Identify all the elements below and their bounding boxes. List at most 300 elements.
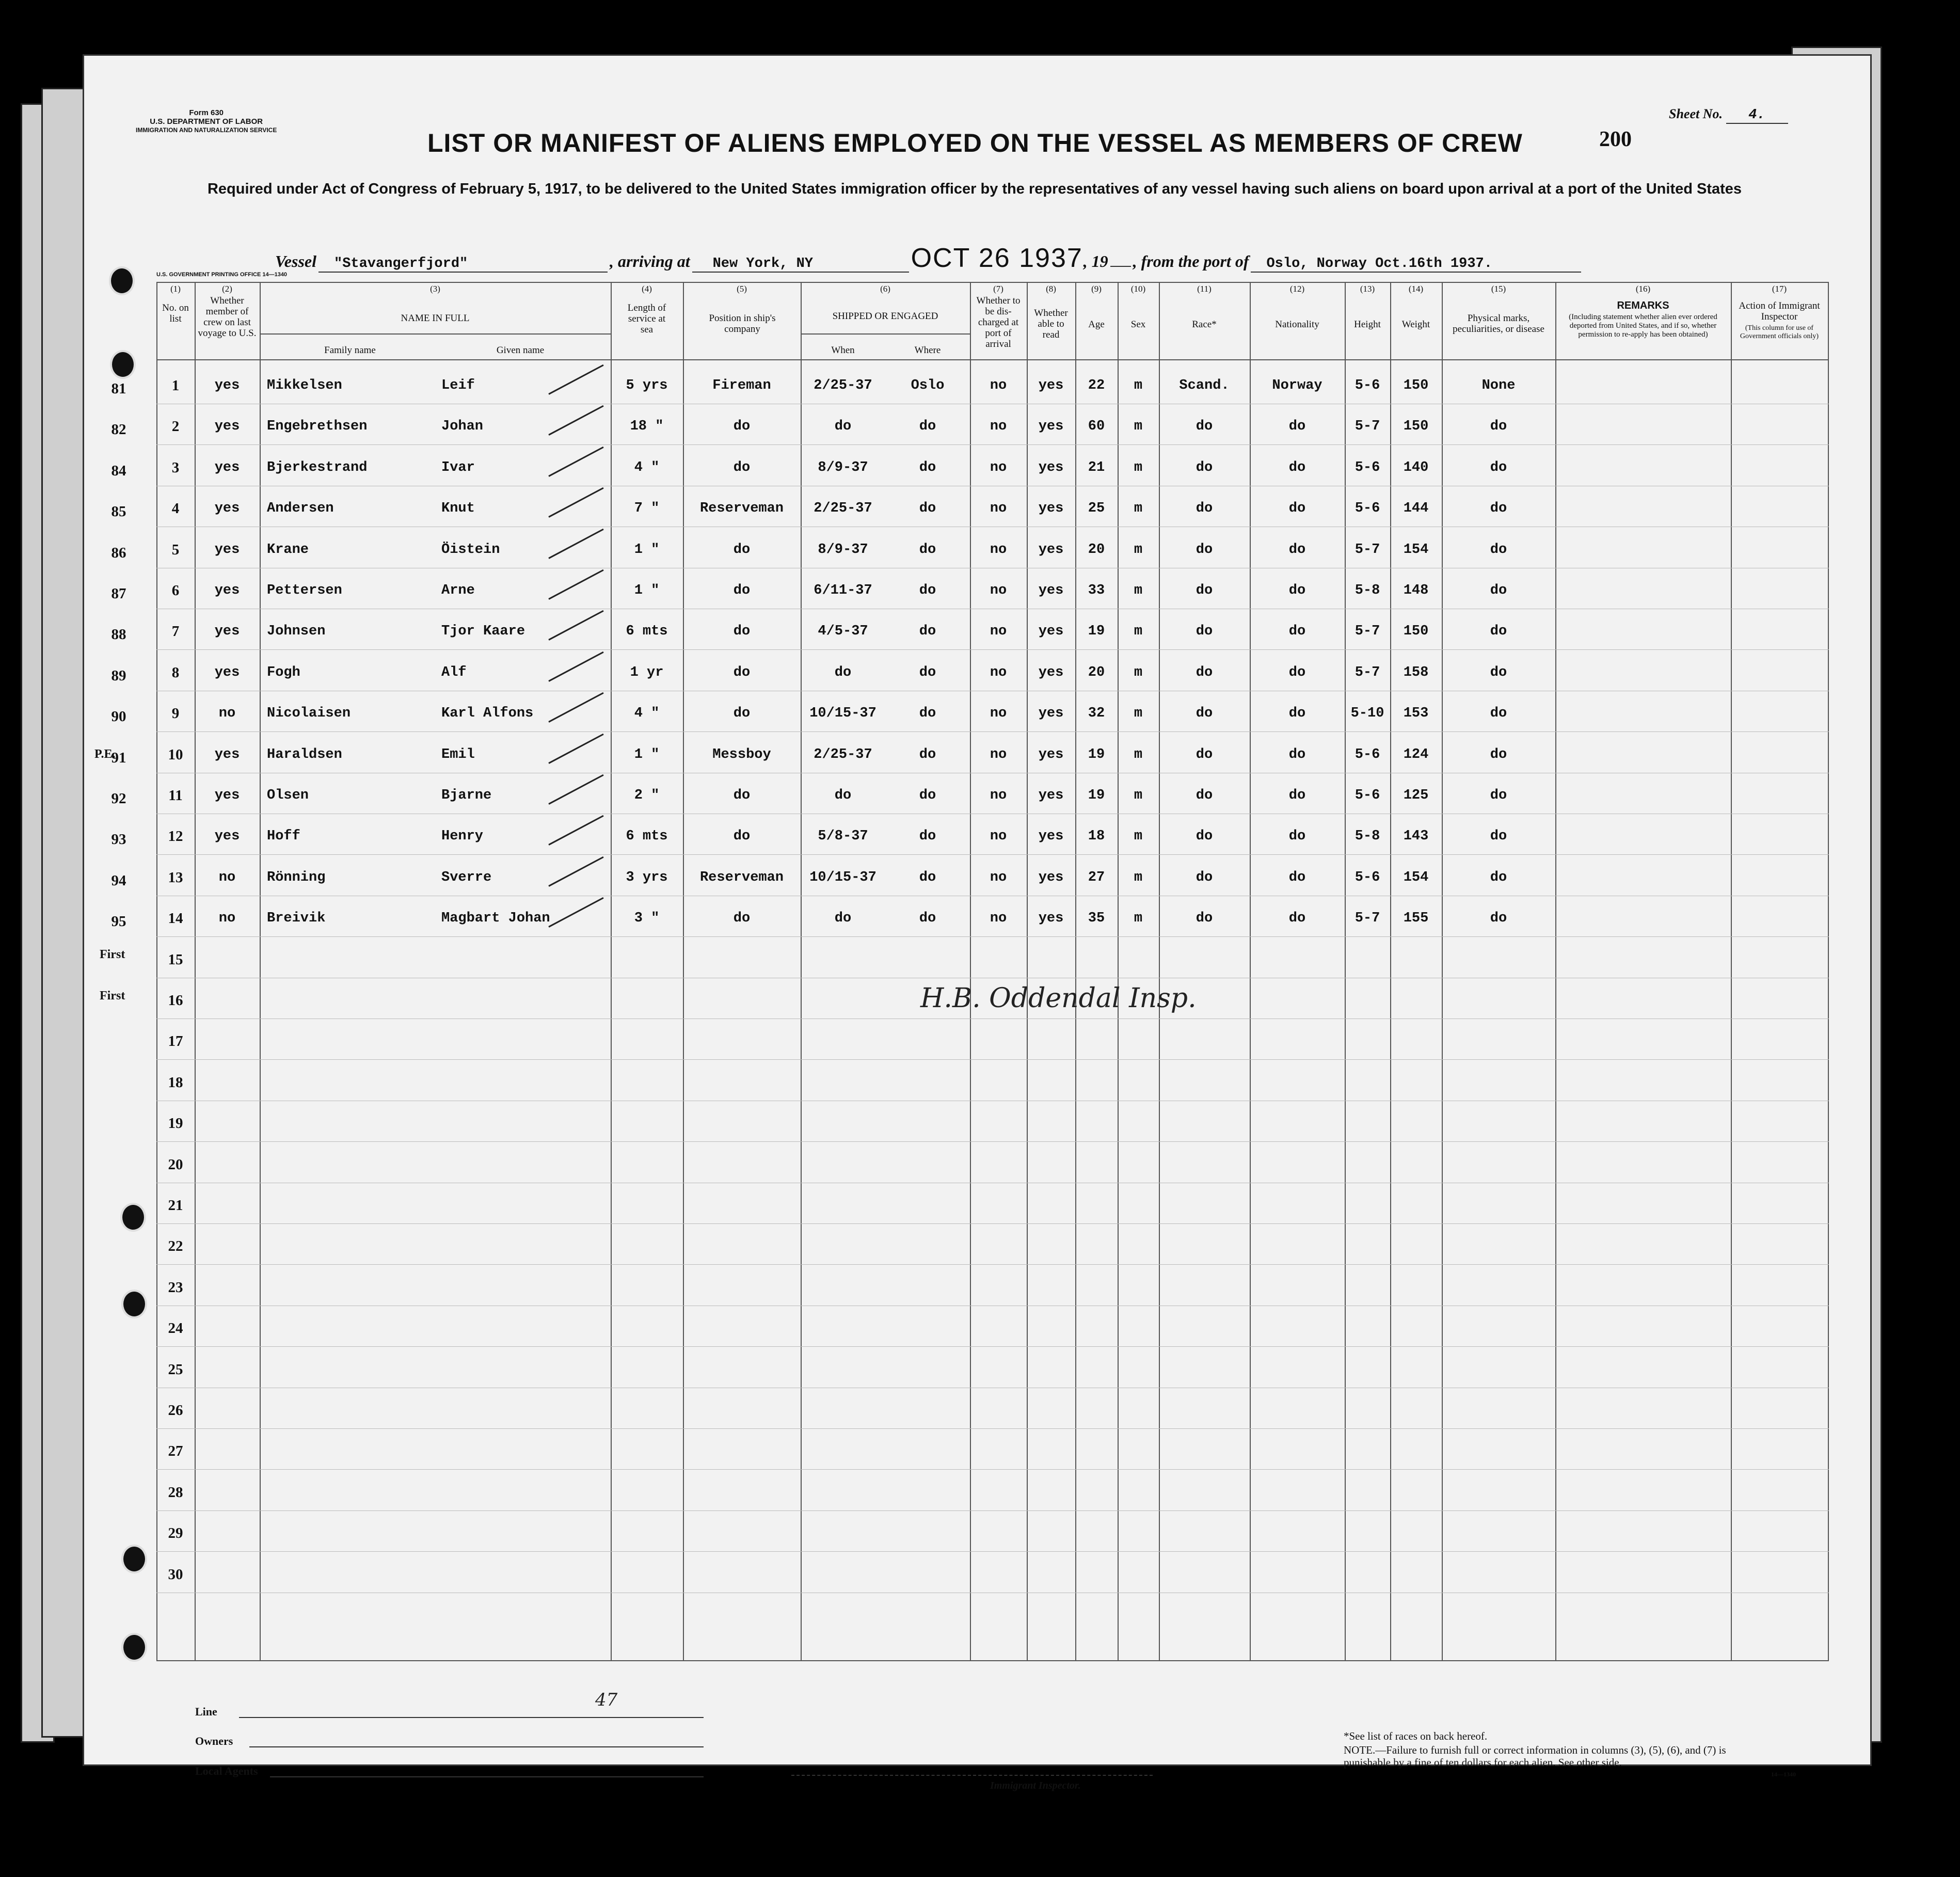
cell-read: yes — [1038, 706, 1064, 722]
col-13-number: (13) — [1360, 284, 1375, 294]
margin-number: 86 — [111, 544, 126, 561]
cell-no: 5 — [171, 541, 180, 558]
margin-number: 82 — [111, 421, 126, 438]
cell-sex: m — [1134, 664, 1143, 680]
cell-weight: 144 — [1403, 501, 1429, 517]
cell-given: Emil — [441, 746, 475, 762]
binder-hole — [110, 350, 136, 379]
cell-nationality: Norway — [1272, 378, 1322, 393]
cell-race: Scand. — [1179, 378, 1230, 393]
cell-given: Tjor Kaare — [441, 624, 525, 640]
cell-when: 10/15-37 — [809, 869, 877, 885]
cell-discharged: no — [990, 746, 1007, 762]
cell-given: Karl Alfons — [441, 706, 534, 722]
margin-number: 81 — [111, 380, 126, 397]
cell-marks: do — [1490, 706, 1507, 722]
cell-where: do — [919, 746, 936, 762]
cell-where: Oslo — [911, 378, 945, 393]
cell-nationality: do — [1288, 664, 1306, 680]
cell-read: yes — [1038, 624, 1064, 640]
cell-race: do — [1196, 829, 1213, 845]
cell-race: do — [1196, 869, 1213, 885]
margin-number: 90 — [111, 708, 126, 725]
cell-weight: 150 — [1403, 624, 1429, 640]
cell-discharged: no — [990, 542, 1007, 558]
col-17-number: (17) — [1772, 284, 1787, 294]
cell-race: do — [1196, 788, 1213, 803]
empty-line-number: 15 — [168, 951, 183, 968]
cell-position: Reserveman — [699, 869, 784, 885]
cell-no: 7 — [171, 623, 180, 640]
cell-age: 21 — [1088, 459, 1105, 475]
cell-service: 5 yrs — [626, 378, 668, 393]
cell-family: Andersen — [267, 501, 334, 517]
cell-race: do — [1196, 583, 1213, 598]
cell-where: do — [919, 869, 936, 885]
cell-when: 4/5-37 — [818, 624, 868, 640]
empty-line-number: 22 — [168, 1238, 183, 1255]
year-label: , 19 — [1083, 252, 1108, 271]
cell-when: 2/25-37 — [814, 501, 872, 517]
col-2-number: (2) — [222, 284, 232, 294]
cell-discharged: no — [990, 501, 1007, 517]
cell-nationality: do — [1288, 788, 1306, 803]
cell-discharged: no — [990, 869, 1007, 885]
cell-family: Olsen — [267, 788, 309, 803]
cell-sex: m — [1134, 624, 1143, 640]
cell-last: yes — [214, 419, 240, 435]
cell-discharged: no — [990, 664, 1007, 680]
cell-no: 8 — [171, 664, 180, 681]
cell-weight: 148 — [1403, 583, 1429, 598]
cell-where: do — [919, 583, 936, 598]
cell-read: yes — [1038, 829, 1064, 845]
cell-read: yes — [1038, 788, 1064, 803]
binder-hole — [109, 266, 135, 295]
cell-nationality: do — [1288, 911, 1306, 927]
cell-no: 13 — [168, 869, 183, 886]
cell-nationality: do — [1288, 542, 1306, 558]
cell-height: 5-7 — [1355, 664, 1380, 680]
cell-read: yes — [1038, 501, 1064, 517]
cell-weight: 153 — [1403, 706, 1429, 722]
cell-given: Magbart Johan — [441, 911, 550, 927]
cell-given: Sverre — [441, 869, 492, 885]
cell-read: yes — [1038, 378, 1064, 393]
cell-read: yes — [1038, 746, 1064, 762]
cell-race: do — [1196, 664, 1213, 680]
cell-height: 5-7 — [1355, 419, 1380, 435]
cell-marks: do — [1490, 459, 1507, 475]
manifest-sheet — [83, 54, 1872, 1791]
margin-number: 85 — [111, 503, 126, 520]
cell-where: do — [919, 664, 936, 680]
empty-line-number: 26 — [168, 1402, 183, 1419]
sheet-number-label: Sheet No. — [1669, 106, 1723, 121]
empty-line-number: 20 — [168, 1156, 183, 1173]
empty-line-number: 21 — [168, 1197, 183, 1214]
empty-line-number: 18 — [168, 1074, 183, 1091]
col-12-number: (12) — [1289, 284, 1305, 294]
margin-number: 94 — [111, 872, 126, 889]
cell-where: do — [919, 624, 936, 640]
binder-hole — [121, 1290, 147, 1318]
cell-family: Rönning — [267, 869, 326, 885]
col-1-header: No. on list — [162, 303, 189, 324]
form-header — [136, 108, 277, 135]
cell-no: 10 — [168, 746, 183, 763]
cell-family: Hoff — [267, 829, 300, 845]
cell-given: Bjarne — [441, 788, 492, 803]
cell-discharged: no — [990, 459, 1007, 475]
cell-height: 5-7 — [1355, 542, 1380, 558]
page-subtitle: Required under Act of Congress of February 5, 1917, to be delivered to the United States immigration officer by the representatives of any vessel having such aliens on board upon arrival at a port of the United States — [207, 181, 1742, 197]
cell-weight: 140 — [1403, 459, 1429, 475]
cell-read: yes — [1038, 419, 1064, 435]
vessel-line — [275, 243, 1581, 273]
cell-last: yes — [214, 501, 240, 517]
cell-nationality: do — [1288, 869, 1306, 885]
cell-height: 5-6 — [1355, 378, 1380, 393]
cell-age: 20 — [1088, 664, 1105, 680]
cell-given: Arne — [441, 583, 475, 598]
cell-weight: 158 — [1403, 664, 1429, 680]
cell-no: 2 — [171, 418, 180, 435]
col-1-number: (1) — [170, 284, 181, 294]
col-10-header: Sex — [1130, 319, 1146, 330]
cell-age: 19 — [1088, 746, 1105, 762]
cell-height: 5-6 — [1355, 746, 1380, 762]
cell-position: do — [733, 419, 751, 435]
margin-number: 88 — [111, 626, 126, 643]
cell-height: 5-8 — [1355, 829, 1380, 845]
cell-read: yes — [1038, 911, 1064, 927]
vessel-label: Vessel — [275, 252, 316, 271]
cell-when: 2/25-37 — [814, 378, 872, 393]
cell-weight: 143 — [1403, 829, 1429, 845]
cell-marks: do — [1490, 746, 1507, 762]
cell-sex: m — [1134, 869, 1143, 885]
col-4-number: (4) — [642, 284, 652, 294]
cell-marks: do — [1490, 624, 1507, 640]
cell-last: yes — [214, 583, 240, 598]
cell-when: 5/8-37 — [818, 829, 868, 845]
inspector-signature: H.B. Oddendal Insp. — [920, 983, 1197, 1014]
cell-race: do — [1196, 706, 1213, 722]
cell-discharged: no — [990, 911, 1007, 927]
cell-no: 14 — [168, 910, 183, 927]
col-16-number: (16) — [1635, 284, 1651, 294]
col-3-given-header: Given name — [496, 345, 545, 356]
col-2-header: Whether member of crew on last voyage to U.S. — [198, 295, 257, 339]
cell-age: 18 — [1088, 829, 1105, 845]
cell-age: 33 — [1088, 583, 1105, 598]
cell-service: 3 " — [634, 911, 660, 927]
cell-position: do — [733, 911, 751, 927]
page-title: LIST OR MANIFEST OF ALIENS EMPLOYED ON THE VESSEL AS MEMBERS OF CREW — [427, 129, 1523, 157]
cell-position: Reserveman — [699, 501, 784, 517]
col-4-header: Length of service at sea — [627, 303, 666, 335]
cell-family: Pettersen — [267, 583, 342, 598]
cell-when: 2/25-37 — [814, 746, 872, 762]
col-7-number: (7) — [993, 284, 1003, 294]
empty-line-number: 19 — [168, 1115, 183, 1132]
cell-where: do — [919, 459, 936, 475]
empty-line-number: 25 — [168, 1361, 183, 1378]
cell-age: 25 — [1088, 501, 1105, 517]
cell-given: Johan — [441, 419, 484, 435]
margin-number: 89 — [111, 667, 126, 684]
binder-hole — [121, 1545, 147, 1573]
col-17-note: (This column for use of Government officials only) — [1740, 324, 1819, 340]
cell-marks: do — [1490, 419, 1507, 435]
cell-given: Öistein — [441, 542, 500, 558]
immigrant-inspector-label: Immigrant Inspector. — [990, 1780, 1081, 1791]
cell-family: Fogh — [267, 664, 300, 680]
cell-read: yes — [1038, 664, 1064, 680]
margin-number: 84 — [111, 462, 126, 479]
cell-marks: do — [1490, 869, 1507, 885]
department: U.S. DEPARTMENT OF LABOR — [150, 117, 263, 126]
cell-given: Knut — [441, 501, 475, 517]
cell-age: 20 — [1088, 542, 1105, 558]
cell-sex: m — [1134, 583, 1143, 598]
cell-when: 6/11-37 — [814, 583, 872, 598]
col-6-header: SHIPPED OR ENGAGED — [832, 311, 938, 322]
col-15-header: Physical marks, peculiarities, or disease — [1453, 313, 1544, 335]
cell-marks: do — [1490, 788, 1507, 803]
cell-age: 19 — [1088, 788, 1105, 803]
cell-service: 1 yr — [630, 664, 664, 680]
col-8-number: (8) — [1046, 284, 1056, 294]
footer-line-label: Line — [195, 1705, 217, 1718]
cell-nationality: do — [1288, 419, 1306, 435]
margin-number: 91 — [111, 749, 126, 766]
cell-discharged: no — [990, 378, 1007, 393]
cell-last: yes — [214, 829, 240, 845]
cell-race: do — [1196, 542, 1213, 558]
service-name: IMMIGRATION AND NATURALIZATION SERVICE — [136, 126, 277, 134]
cell-position: do — [733, 829, 751, 845]
cell-when: 8/9-37 — [818, 542, 868, 558]
cell-where: do — [919, 419, 936, 435]
cell-no: 6 — [171, 582, 180, 599]
cell-height: 5-6 — [1355, 788, 1380, 803]
margin-number: 95 — [111, 913, 126, 930]
cell-no: 9 — [171, 705, 180, 722]
fine-note: NOTE.—Failure to furnish full or correct information in columns (3), (5), (6), and (7) is punishable by a fine of ten dollars for each alien. See other side. — [1344, 1744, 1726, 1769]
vessel-name: "Stavangerfjord" — [318, 256, 608, 273]
cell-service: 3 yrs — [626, 869, 668, 885]
empty-line-number: 16 — [168, 992, 183, 1009]
cell-no: 12 — [168, 828, 183, 845]
page-mark: 47 — [595, 1690, 618, 1710]
cell-marks: do — [1490, 829, 1507, 845]
cell-marks: do — [1490, 542, 1507, 558]
cell-position: do — [733, 542, 751, 558]
cell-family: Engebrethsen — [267, 419, 368, 435]
cell-read: yes — [1038, 869, 1064, 885]
cell-race: do — [1196, 419, 1213, 435]
cell-when: do — [834, 911, 852, 927]
col-7-header: Whether to be dis-charged at port of arrival — [976, 295, 1021, 349]
cell-no: 1 — [171, 377, 180, 394]
cell-height: 5-8 — [1355, 583, 1380, 598]
cell-position: do — [733, 624, 751, 640]
col-14-number: (14) — [1408, 284, 1424, 294]
col-5-number: (5) — [737, 284, 747, 294]
cell-position: do — [733, 459, 751, 475]
cell-no: 3 — [171, 459, 180, 476]
cell-weight: 150 — [1403, 419, 1429, 435]
cell-when: 8/9-37 — [818, 459, 868, 475]
cell-no: 11 — [168, 787, 183, 804]
cell-marks: do — [1490, 664, 1507, 680]
races-note: *See list of races on back hereof. — [1344, 1730, 1488, 1742]
cell-service: 2 " — [634, 788, 660, 803]
cell-family: Haraldsen — [267, 746, 342, 762]
arrival-date-stamp: OCT 26 1937 — [911, 243, 1083, 273]
cell-last: no — [218, 706, 236, 722]
form-number: Form 630 — [189, 108, 224, 117]
cell-weight: 125 — [1403, 788, 1429, 803]
cell-service: 18 " — [630, 419, 664, 435]
cell-discharged: no — [990, 419, 1007, 435]
cell-read: yes — [1038, 459, 1064, 475]
margin-number: 87 — [111, 585, 126, 602]
col-16-header: REMARKS — [1617, 300, 1669, 311]
cell-weight: 155 — [1403, 911, 1429, 927]
footer-agents-label: Local Agents — [195, 1764, 258, 1777]
empty-line-number: 23 — [168, 1279, 183, 1296]
from-label: , from the port of — [1133, 252, 1249, 271]
cell-given: Alf — [441, 664, 467, 680]
cell-nationality: do — [1288, 459, 1306, 475]
cell-height: 5-7 — [1355, 911, 1380, 927]
cell-weight: 154 — [1403, 869, 1429, 885]
sheet-number — [1669, 106, 1788, 124]
cell-family: Bjerkestrand — [267, 459, 368, 475]
col-8-header: Whether able to read — [1034, 308, 1068, 340]
cell-age: 60 — [1088, 419, 1105, 435]
footer-owners-label: Owners — [195, 1735, 233, 1747]
cell-position: do — [733, 583, 751, 598]
cell-marks: do — [1490, 501, 1507, 517]
cell-sex: m — [1134, 419, 1143, 435]
cell-discharged: no — [990, 706, 1007, 722]
col-10-number: (10) — [1130, 284, 1146, 294]
cell-nationality: do — [1288, 624, 1306, 640]
cell-race: do — [1196, 459, 1213, 475]
cell-position: Messboy — [712, 746, 771, 762]
cell-no: 4 — [171, 500, 180, 517]
cell-where: do — [919, 501, 936, 517]
cell-position: Fireman — [712, 378, 771, 393]
cell-read: yes — [1038, 542, 1064, 558]
col-13-header: Height — [1354, 319, 1381, 330]
empty-line-number: 28 — [168, 1484, 183, 1501]
cell-read: yes — [1038, 583, 1064, 598]
empty-line-number: 27 — [168, 1443, 183, 1460]
cell-family: Nicolaisen — [267, 706, 351, 722]
stamp-number: 200 — [1599, 128, 1632, 151]
cell-sex: m — [1134, 378, 1143, 393]
cell-when: 10/15-37 — [809, 706, 877, 722]
cell-sex: m — [1134, 542, 1143, 558]
col-11-number: (11) — [1197, 284, 1212, 294]
cell-race: do — [1196, 746, 1213, 762]
col-6-when-header: When — [831, 345, 855, 356]
cell-height: 5-10 — [1350, 706, 1384, 722]
cell-service: 1 " — [634, 542, 660, 558]
cell-last: no — [218, 911, 236, 927]
cell-age: 35 — [1088, 911, 1105, 927]
cell-service: 1 " — [634, 583, 660, 598]
cell-marks: None — [1481, 378, 1516, 393]
cell-last: yes — [214, 746, 240, 762]
cell-discharged: no — [990, 583, 1007, 598]
empty-line-number: 30 — [168, 1566, 183, 1583]
empty-line-number: 17 — [168, 1033, 183, 1050]
cell-last: no — [218, 869, 236, 885]
cell-given: Ivar — [441, 459, 475, 475]
cell-where: do — [919, 706, 936, 722]
margin-number: 92 — [111, 790, 126, 807]
col-3-header: NAME IN FULL — [401, 313, 470, 324]
cell-discharged: no — [990, 829, 1007, 845]
col-11-header: Race* — [1192, 319, 1217, 330]
departure-port: Oslo, Norway Oct.16th 1937. — [1251, 256, 1581, 273]
cell-nationality: do — [1288, 706, 1306, 722]
cell-sex: m — [1134, 829, 1143, 845]
cell-where: do — [919, 829, 936, 845]
printing-office: U.S. GOVERNMENT PRINTING OFFICE 14—1340 — [156, 272, 288, 278]
cell-race: do — [1196, 624, 1213, 640]
cell-height: 5-7 — [1355, 624, 1380, 640]
cell-height: 5-6 — [1355, 501, 1380, 517]
col-16-note: (Including statement whether alien ever ordered deported from United States, and if so, whether permission to re-apply has been obtained) — [1569, 313, 1717, 339]
binder-hole — [121, 1633, 147, 1662]
cell-height: 5-6 — [1355, 459, 1380, 475]
arriving-port: New York, NY — [692, 256, 909, 273]
cell-family: Johnsen — [267, 624, 326, 640]
empty-line-number: 29 — [168, 1525, 183, 1542]
margin-note-first-1: First — [100, 948, 125, 961]
col-6-where-header: Where — [914, 345, 941, 356]
cell-family: Krane — [267, 542, 309, 558]
cell-discharged: no — [990, 624, 1007, 640]
cell-last: yes — [214, 378, 240, 393]
arriving-label: , arriving at — [610, 252, 690, 271]
cell-sex: m — [1134, 746, 1143, 762]
cell-nationality: do — [1288, 583, 1306, 598]
cell-sex: m — [1134, 911, 1143, 927]
cell-discharged: no — [990, 788, 1007, 803]
cell-nationality: do — [1288, 746, 1306, 762]
cell-sex: m — [1134, 501, 1143, 517]
form-code: 14—1340 — [1771, 1771, 1796, 1778]
cell-race: do — [1196, 501, 1213, 517]
cell-when: do — [834, 788, 852, 803]
cell-weight: 150 — [1403, 378, 1429, 393]
col-9-header: Age — [1088, 319, 1105, 330]
cell-last: yes — [214, 664, 240, 680]
cell-weight: 154 — [1403, 542, 1429, 558]
cell-nationality: do — [1288, 829, 1306, 845]
cell-service: 6 mts — [626, 624, 668, 640]
cell-service: 1 " — [634, 746, 660, 762]
cell-given: Henry — [441, 829, 484, 845]
